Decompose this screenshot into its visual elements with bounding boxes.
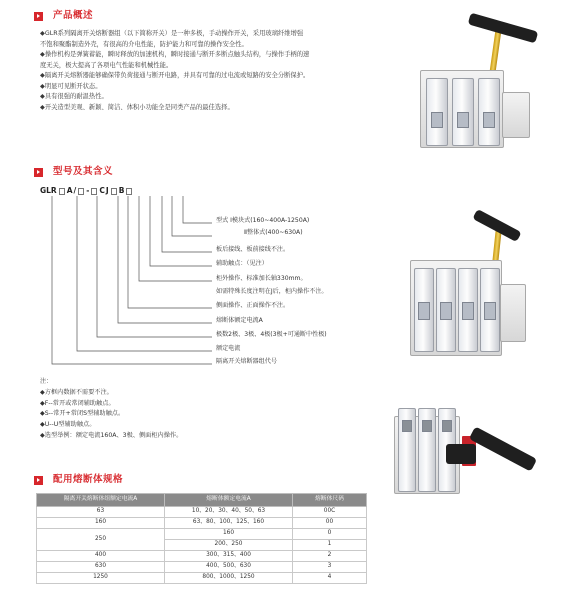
- model-prefix: GLR: [40, 186, 57, 195]
- model-slash: /: [73, 186, 77, 195]
- fuse-window: [418, 302, 430, 320]
- overview-line: ◆开关造型美观、新颖、简洁、体积小功能全是同类产品的最佳选择。: [40, 103, 234, 111]
- table-row: [37, 562, 367, 573]
- handle-icon: [468, 13, 539, 44]
- table-cell: 800、1000、1250: [165, 573, 293, 584]
- table-header-cell: 熔断体额定电流A: [165, 494, 293, 507]
- model-label: 柜外操作、标准加长轴330mm。: [216, 275, 307, 282]
- model-seg-b: B: [118, 186, 125, 195]
- fuse-window: [483, 112, 495, 128]
- section-fuse-title: 配用熔断体规格: [53, 474, 124, 485]
- overview-line: ◆隔离开关熔断器能够确保带负荷接通与断开电路，并具有可靠的过电流或短路的安全分断保护。: [40, 72, 310, 79]
- table-cell: 250: [37, 529, 165, 551]
- overview-line: 度无关，极大提高了各项电气性能和机械性能。: [40, 61, 173, 69]
- fuse-window: [402, 420, 412, 432]
- model-seg-a: A: [66, 186, 73, 195]
- fuse-spec-table: [36, 493, 367, 584]
- table-header-cell: 隔离开关熔断体组额定电流A: [37, 494, 165, 507]
- table-cell: 4: [293, 573, 367, 584]
- table-cell: 200、250: [165, 540, 293, 551]
- table-cell: 400、500、630: [165, 562, 293, 573]
- table-row: [37, 573, 367, 584]
- fuse-window: [457, 112, 469, 128]
- table-cell: 00: [293, 518, 367, 529]
- model-label: 侧面操作、正面操作不注。: [216, 302, 290, 309]
- table-cell: 0: [293, 529, 367, 540]
- note-line: 注：: [40, 378, 53, 385]
- model-label: 额定电流: [216, 345, 241, 352]
- table-cell: 1: [293, 540, 367, 551]
- table-cell: 63、80、100、125、160: [165, 518, 293, 529]
- model-label: 极数2极、3极、4极(3极+可通断中性极): [216, 331, 327, 338]
- notes: [40, 377, 182, 442]
- fuse-window: [462, 302, 474, 320]
- mechanism-box: [502, 92, 530, 138]
- model-label: 型式 Ⅰ模块式(160~400A-1250A): [216, 217, 310, 224]
- table-cell: 160: [37, 518, 165, 529]
- note-line: ◆选型举例：额定电流160A、3极、侧面柜内操作。: [40, 431, 183, 439]
- model-label: 熔断体额定电流A: [216, 317, 263, 324]
- table-cell: 160: [165, 529, 293, 540]
- table-cell: 630: [37, 562, 165, 573]
- table-row: [37, 551, 367, 562]
- note-line: ◆U--U型辅助触点。: [40, 421, 96, 429]
- model-dash: -: [86, 186, 90, 195]
- note-line: ◆F--常开或常闭辅助触点。: [40, 399, 115, 407]
- table-header-row: [37, 494, 367, 507]
- handle-base-icon: [446, 444, 476, 464]
- mechanism-box: [500, 284, 526, 342]
- product-image-fuse-holder: [386, 398, 566, 498]
- fuse-window: [440, 302, 452, 320]
- model-label: Ⅱ整体式(400~630A): [244, 229, 303, 236]
- section-model-title: 型号及其含义: [53, 166, 114, 177]
- fuse-window: [442, 420, 452, 432]
- table-cell: 00C: [293, 507, 367, 518]
- model-seg-j: J: [105, 186, 109, 195]
- model-label: 如需特殊长度注明在J后，柜内操作不注。: [216, 288, 328, 295]
- note-line: ◆S--常开+常闭S型辅助触点。: [40, 410, 125, 418]
- model-label: 板后接线、板前接线不注。: [216, 246, 290, 253]
- fuse-window: [422, 420, 432, 432]
- table-row: [37, 518, 367, 529]
- handle-icon: [469, 426, 537, 471]
- overview-line: ◆具有很强的耐温热性。: [40, 93, 108, 100]
- section-overview-title: 产品概述: [53, 10, 94, 21]
- section-fuse-header: [34, 474, 123, 487]
- fuse-window: [484, 302, 496, 320]
- overview-line: ◆操作机构是弹簧蓄能，瞬时释放的加速机构，瞬时接通与断开多断点触头结构，与操作手柄的速: [40, 51, 310, 58]
- overview-line: 不饱和聚酯制造外壳，有很高的介电性能，防护能力和可靠的操作安全性。: [40, 40, 248, 48]
- product-image-four-pole-switch: [404, 214, 564, 364]
- table-cell: 10、20、30、40、50、63: [165, 507, 293, 518]
- section-bullet-icon: [34, 476, 43, 485]
- note-line: ◆方框内数据不需要不注。: [40, 388, 113, 396]
- model-label: 辅助触点：（见注）: [216, 260, 268, 267]
- table-cell: 3: [293, 562, 367, 573]
- table-cell: 300、315、400: [165, 551, 293, 562]
- table-row: [37, 507, 367, 518]
- overview-line: ◆明显可见断开状态。: [40, 82, 102, 90]
- table-cell: 400: [37, 551, 165, 562]
- table-header-cell: 熔断体尺码: [293, 494, 367, 507]
- fuse-window: [431, 112, 443, 128]
- overview-line: ◆GLR系列隔离开关熔断器组（以下简称开关）是一种多极，手动操作开关，采用玻璃纤维增强: [40, 30, 304, 37]
- model-seg-c: C: [99, 186, 105, 195]
- model-label: 隔离开关熔断器组代号: [216, 358, 277, 365]
- table-cell: 63: [37, 507, 165, 518]
- table-cell: 2: [293, 551, 367, 562]
- table-row: [37, 529, 367, 540]
- product-image-modular-switch: [412, 18, 562, 158]
- table-cell: 1250: [37, 573, 165, 584]
